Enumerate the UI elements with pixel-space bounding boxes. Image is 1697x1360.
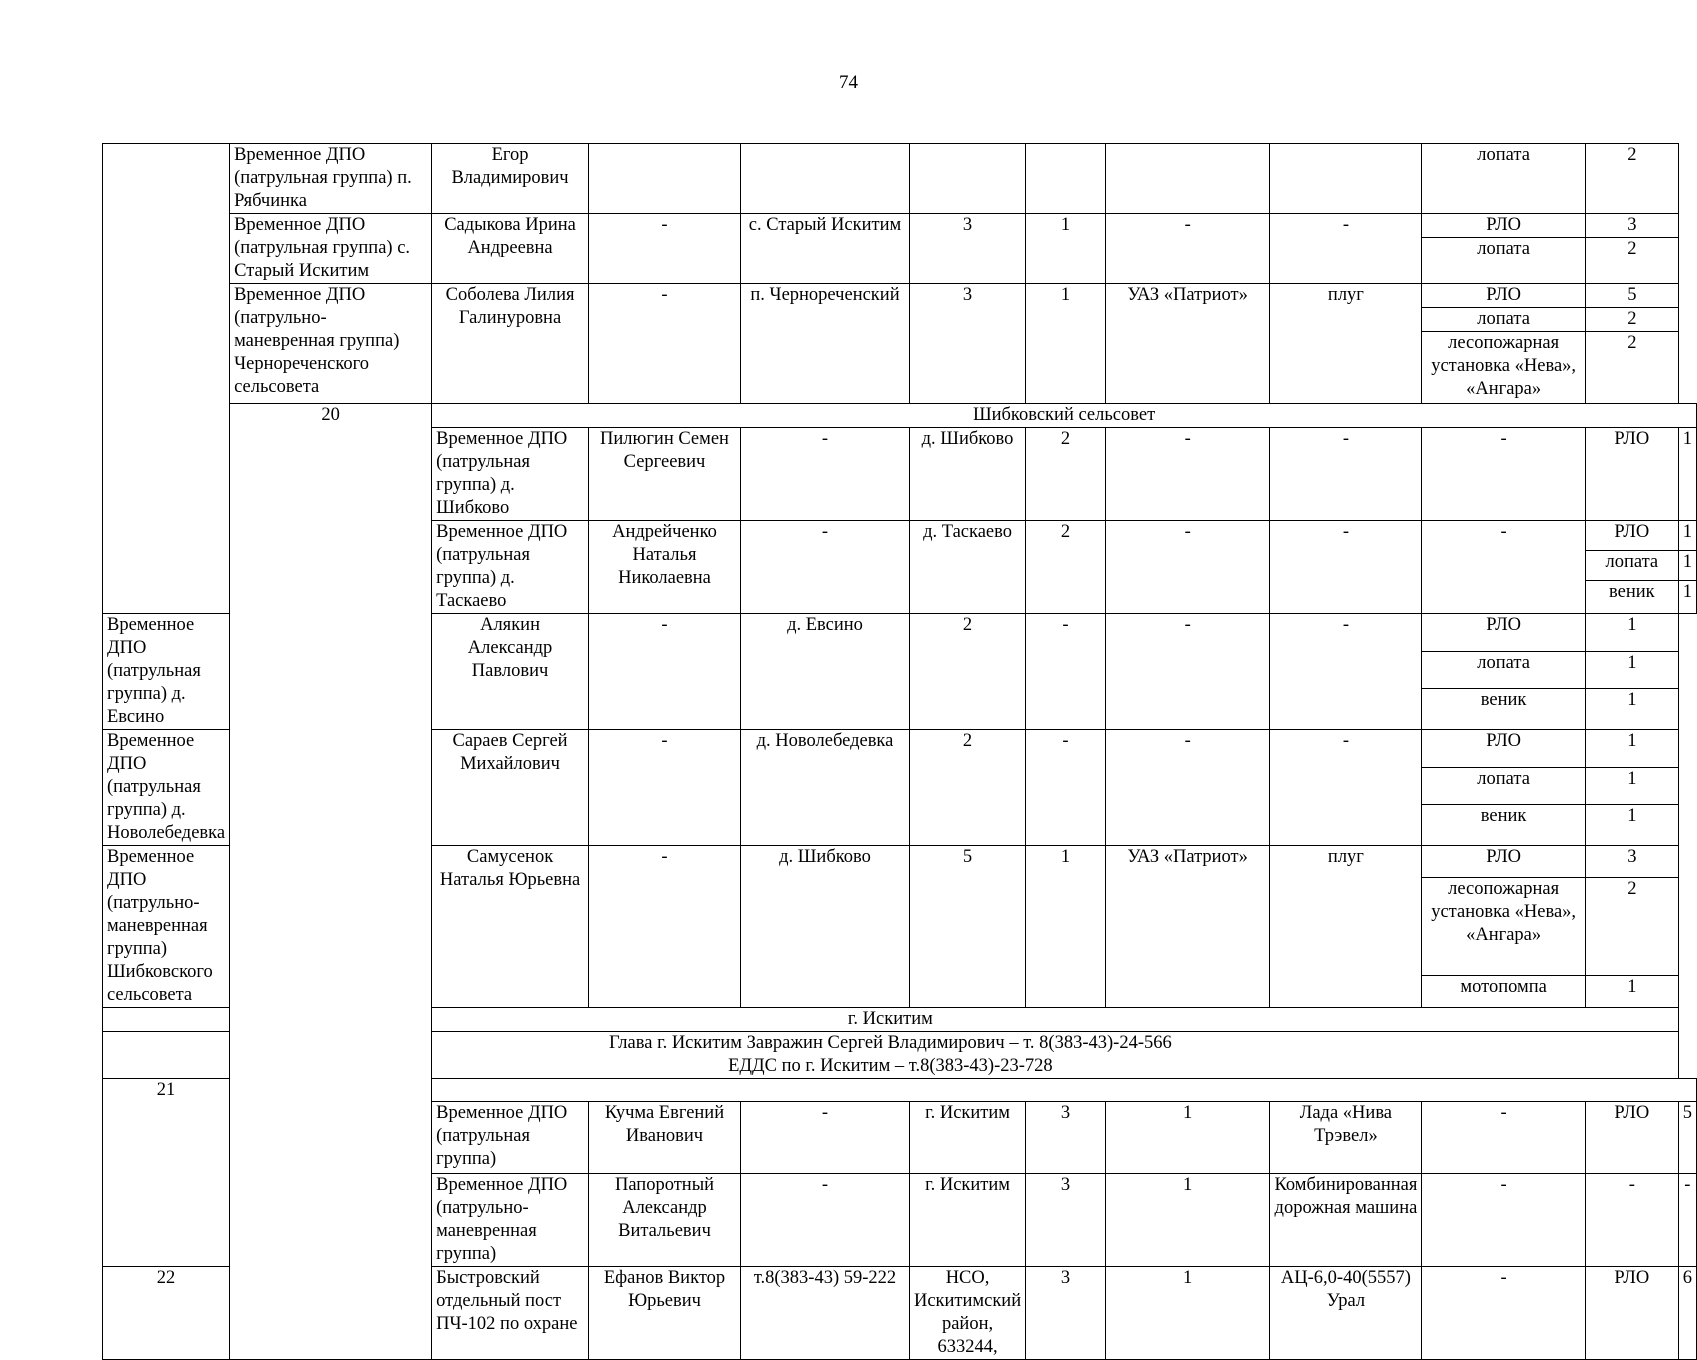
table-cell: Временное ДПО (патрульная группа) <box>432 1102 589 1174</box>
table-cell: с. Старый Искитим <box>741 214 910 284</box>
table-cell: - <box>1105 521 1270 614</box>
table-cell: плуг <box>1270 284 1422 404</box>
equipment-qty: 1 <box>1585 730 1678 768</box>
table-cell: - <box>1422 428 1586 521</box>
table-cell <box>1105 144 1270 214</box>
table-row <box>103 1008 1697 1032</box>
table-cell: - <box>588 284 740 404</box>
table-cell: плуг <box>1270 846 1422 1008</box>
table-cell: д. Новолебедевка <box>741 730 910 846</box>
row-number: 21 <box>103 1079 230 1267</box>
table-cell: г. Искитим <box>909 1174 1025 1267</box>
equipment-qty: 1 <box>1585 805 1678 846</box>
table-cell: - <box>1105 730 1270 846</box>
table-cell <box>588 144 740 214</box>
table-cell: - <box>1105 614 1270 730</box>
table-cell: д. Евсино <box>741 614 910 730</box>
equipment-name: - <box>1585 1174 1678 1267</box>
table-cell: - <box>741 428 910 521</box>
table-cell: РЛО <box>1422 284 1586 308</box>
equipment-name: лопата <box>1422 767 1586 805</box>
equipment-name: веник <box>1422 805 1586 846</box>
table-cell: Быстровский отдельный пост ПЧ-102 по охране <box>432 1267 589 1360</box>
table-cell: Лада «Нива Трэвел» <box>1270 1102 1422 1174</box>
equipment-name: РЛО <box>1422 614 1586 652</box>
equipment-name: лопата <box>1585 551 1678 581</box>
table-cell: 1 <box>1026 284 1106 404</box>
table-cell: - <box>588 846 740 1008</box>
table-cell: Сараев Сергей Михайлович <box>432 730 589 846</box>
table-cell: Самусенок Наталья Юрьевна <box>432 846 589 1008</box>
row-number: 20 <box>230 404 432 1360</box>
table-cell: 5 <box>909 846 1025 1008</box>
page-number: 74 <box>839 72 858 93</box>
table-cell: 2 <box>1026 521 1106 614</box>
equipment-name: РЛО <box>1585 1267 1678 1360</box>
table-cell: 2 <box>1585 332 1678 404</box>
equipment-name: лопата <box>1422 651 1586 689</box>
table-cell: 1 <box>1026 846 1106 1008</box>
table-cell: Соболева Лилия Галинуровна <box>432 284 589 404</box>
row-number: 22 <box>103 1267 230 1360</box>
table-cell: 3 <box>1026 1267 1106 1360</box>
table-cell: - <box>588 730 740 846</box>
table-cell: 3 <box>909 214 1025 284</box>
table-row <box>103 1032 1697 1079</box>
table-cell: 2 <box>1585 308 1678 332</box>
table-cell: - <box>1105 428 1270 521</box>
table-cell: лопата <box>1422 144 1586 214</box>
table-cell <box>741 144 910 214</box>
table-cell: - <box>1270 428 1422 521</box>
table-cell: Ефанов Виктор Юрьевич <box>588 1267 740 1360</box>
equipment-qty: 1 <box>1678 428 1696 521</box>
table-cell: - <box>741 1102 910 1174</box>
section-title: Шибковский сельсовет <box>432 404 1697 428</box>
table-row <box>103 404 1697 428</box>
table-cell: 1 <box>1105 1102 1270 1174</box>
table-cell: 2 <box>1026 428 1106 521</box>
equipment-qty: 5 <box>1678 1102 1696 1174</box>
table-cell: г. Искитим <box>909 1102 1025 1174</box>
equipment-name: мотопомпа <box>1422 975 1586 1007</box>
table-cell: Кучма Евгений Иванович <box>588 1102 740 1174</box>
equipment-name: РЛО <box>1585 521 1678 551</box>
table-cell: лесопожарная установка «Нева», «Ангара» <box>1422 332 1586 404</box>
table-cell: т.8(383-43) 59-222 <box>741 1267 910 1360</box>
table-cell <box>1270 144 1422 214</box>
equipment-qty: 1 <box>1585 767 1678 805</box>
equipment-qty: 2 <box>1585 878 1678 975</box>
table-cell: Папоротный Александр Витальевич <box>588 1174 740 1267</box>
equipment-qty: 1 <box>1678 581 1696 614</box>
table-cell: - <box>1026 730 1106 846</box>
equipment-name: РЛО <box>1422 846 1586 878</box>
table-cell: - <box>1422 1102 1586 1174</box>
city-head-info <box>103 1032 1679 1079</box>
table-cell: 1 <box>1105 1267 1270 1360</box>
equipment-qty: 1 <box>1585 614 1678 652</box>
table-cell: 3 <box>1585 214 1678 238</box>
table-cell: Временное ДПО (патрульно-маневренная группа) Чернореченского сельсовета <box>230 284 432 404</box>
table-cell: Временное ДПО (патрульная группа) д. Шибково <box>432 428 589 521</box>
table-cell: 2 <box>909 730 1025 846</box>
equipment-qty: 1 <box>1585 975 1678 1007</box>
table-cell: Пилюгин Семен Сергеевич <box>588 428 740 521</box>
table-cell: - <box>588 614 740 730</box>
table-cell: Временное ДПО (патрульная группа) д. Таскаево <box>432 521 589 614</box>
table-cell: УАЗ «Патриот» <box>1105 846 1270 1008</box>
table-cell: Садыкова Ирина Андреевна <box>432 214 589 284</box>
equipment-qty: 3 <box>1585 846 1678 878</box>
equipment-name: веник <box>1585 581 1678 614</box>
table-cell: - <box>1105 214 1270 284</box>
table-cell: Егор Владимирович <box>432 144 589 214</box>
table-cell: 1 <box>1026 214 1106 284</box>
table-cell: 3 <box>1026 1102 1106 1174</box>
table-cell: 5 <box>1585 284 1678 308</box>
table-cell: д. Шибково <box>741 846 910 1008</box>
equipment-qty: 6 <box>1678 1267 1696 1360</box>
table-cell <box>1026 144 1106 214</box>
table-cell: д. Таскаево <box>909 521 1025 614</box>
table-cell: Временное ДПО (патрульная группа) д. Новолебедевка <box>103 730 230 846</box>
table-cell: Временное ДПО (патрульная группа) с. Старый Искитим <box>230 214 432 284</box>
table-cell: Алякин Александр Павлович <box>432 614 589 730</box>
table-cell: - <box>1270 521 1422 614</box>
table-cell: - <box>741 521 910 614</box>
equipment-name: РЛО <box>1422 730 1586 768</box>
table-cell: - <box>588 214 740 284</box>
equipment-qty: 1 <box>1678 551 1696 581</box>
equipment-name: веник <box>1422 689 1586 730</box>
dpo-table <box>102 143 1697 1360</box>
table-cell: Временное ДПО (патрульно-маневренная группа) <box>432 1174 589 1267</box>
table-row <box>103 284 1697 308</box>
table-cell: Временное ДПО (патрульно-маневренная группа) Шибковского сельсовета <box>103 846 230 1008</box>
section-title: г. Искитим <box>103 1008 1679 1032</box>
city-head-line: Глава г. Искитим Завражин Сергей Владимирович – т. 8(383-43)-24-566 <box>609 1033 1172 1053</box>
table-cell: - <box>1422 1174 1586 1267</box>
table-cell: - <box>1422 1267 1586 1360</box>
table-cell: - <box>1270 214 1422 284</box>
table-cell: 3 <box>1026 1174 1106 1267</box>
equipment-qty: - <box>1678 1174 1696 1267</box>
equipment-qty: 1 <box>1678 521 1696 551</box>
table-cell: - <box>1026 614 1106 730</box>
table-cell: д. Шибково <box>909 428 1025 521</box>
table-cell: лопата <box>1422 308 1586 332</box>
table-cell: п. Чернореченский <box>741 284 910 404</box>
table-cell: 1 <box>1105 1174 1270 1267</box>
equipment-qty: 1 <box>1585 651 1678 689</box>
equipment-name: РЛО <box>1585 428 1678 521</box>
table-cell: Андрейченко Наталья Николаевна <box>588 521 740 614</box>
table-cell <box>103 144 230 614</box>
table-cell: 2 <box>1585 238 1678 284</box>
table-cell: лопата <box>1422 238 1586 284</box>
table-cell: РЛО <box>1422 214 1586 238</box>
table-cell: - <box>1422 521 1586 614</box>
table-row <box>103 144 1697 214</box>
table-cell: УАЗ «Патриот» <box>1105 284 1270 404</box>
table-row <box>103 214 1697 238</box>
table-cell: - <box>1270 730 1422 846</box>
table-cell: АЦ-6,0-40(5557) Урал <box>1270 1267 1422 1360</box>
table-cell <box>432 1079 1697 1102</box>
table-cell: - <box>741 1174 910 1267</box>
equipment-qty: 1 <box>1585 689 1678 730</box>
table-cell: НСО, Искитимский район, 633244, <box>909 1267 1025 1360</box>
equipment-name: РЛО <box>1585 1102 1678 1174</box>
table-cell: Временное ДПО (патрульная группа) д. Евсино <box>103 614 230 730</box>
edds-line: ЕДДС по г. Искитим – т.8(383-43)-23-728 <box>728 1056 1053 1076</box>
table-cell: 3 <box>909 284 1025 404</box>
equipment-name: лесопожарная установка «Нева», «Ангара» <box>1422 878 1586 975</box>
table-body <box>103 144 1697 1360</box>
table-cell <box>909 144 1025 214</box>
table-cell: Временное ДПО (патрульная группа) п. Рябчинка <box>230 144 432 214</box>
table-cell: 2 <box>1585 144 1678 214</box>
table-cell: - <box>1270 614 1422 730</box>
table-cell: Комбинированная дорожная машина <box>1270 1174 1422 1267</box>
table-cell: 2 <box>909 614 1025 730</box>
